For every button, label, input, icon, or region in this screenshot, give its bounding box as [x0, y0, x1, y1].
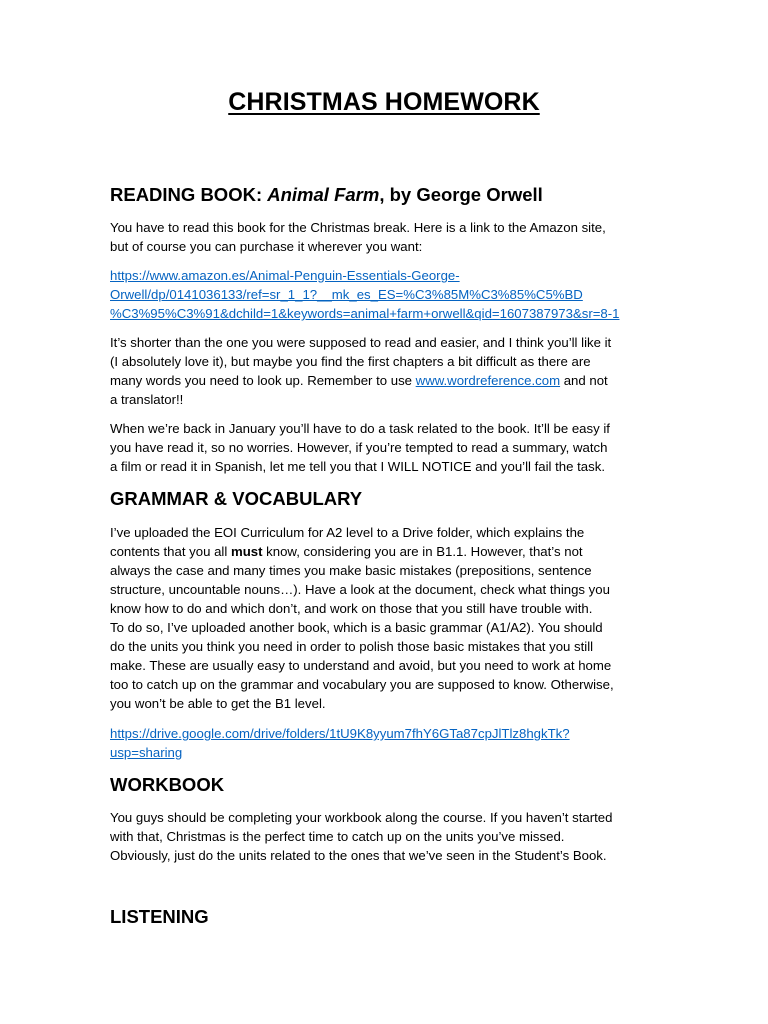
reading-heading	[110, 184, 543, 206]
paragraph-text: contents that you all	[110, 544, 231, 559]
reading-intro	[110, 218, 670, 256]
paragraph-text: many words you need to look up. Remember to use	[110, 373, 416, 388]
wordreference-link[interactable]: www.wordreference.com	[415, 373, 561, 388]
listening-heading: LISTENING	[110, 906, 209, 927]
paragraph-line: make. These are usually easy to understand and avoid, but you need to work at home	[110, 658, 612, 673]
reading-intro-line: but of course you can purchase it wherever you want:	[110, 239, 423, 254]
grammar-paragraph	[110, 523, 670, 713]
reading-heading-suffix: , by George Orwell	[379, 184, 543, 205]
amazon-link[interactable]	[110, 266, 670, 323]
drive-link-line[interactable]: https://drive.google.com/drive/folders/1tU9K8yyum7fhY6GTa87cpJlTlz8hgkTk?	[110, 726, 570, 741]
paragraph-line: you have read it, so no worries. However, if you’re tempted to read a summary, watch	[110, 440, 608, 455]
paragraph-line: When we’re back in January you’ll have to do a task related to the book. It’ll be easy if	[110, 421, 610, 436]
paragraph-line: To do so, I’ve uploaded another book, which is a basic grammar (A1/A2). You should	[110, 620, 603, 635]
grammar-heading: GRAMMAR & VOCABULARY	[110, 488, 363, 509]
paragraph-line: I’ve uploaded the EOI Curriculum for A2 level to a Drive folder, which explains the	[110, 525, 585, 540]
paragraph-line: structure, uncountable nouns…). Have a look at the document, check what things you	[110, 582, 610, 597]
paragraph-line	[110, 542, 670, 561]
paragraph-line: too to catch up on the grammar and vocabulary you are supposed to know. Otherwise,	[110, 677, 614, 692]
paragraph-line: You guys should be completing your workbook along the course. If you haven’t started	[110, 810, 613, 825]
emphasis-must: must	[230, 544, 263, 559]
drive-link[interactable]	[110, 724, 670, 762]
workbook-heading: WORKBOOK	[110, 774, 225, 795]
book-title: Animal Farm	[267, 184, 380, 205]
paragraph-line: Obviously, just do the units related to the ones that we’ve seen in the Student’s Book.	[110, 848, 607, 863]
reading-intro-line: You have to read this book for the Christmas break. Here is a link to the Amazon site,	[110, 220, 606, 235]
document-title: CHRISTMAS HOMEWORK	[228, 88, 540, 116]
drive-link-line[interactable]: usp=sharing	[110, 745, 183, 760]
reading-paragraph-3	[110, 419, 670, 476]
amazon-link-line[interactable]: %C3%95%C3%91&dchild=1&keywords=animal+farm+orwell&qid=1607387973&sr=8-1	[110, 306, 620, 321]
paragraph-text: know, considering you are in B1.1. However, that’s not	[262, 544, 583, 559]
amazon-link-line[interactable]: https://www.amazon.es/Animal-Penguin-Essentials-George-	[110, 268, 460, 283]
paragraph-line: It’s shorter than the one you were supposed to read and easier, and I think you’ll like it	[110, 335, 612, 350]
paragraph-line: always the case and many times you make basic mistakes (prepositions, sentence	[110, 563, 592, 578]
paragraph-line: know how to do and which don’t, and work on those that you still have trouble with.	[110, 601, 593, 616]
paragraph-line: (I absolutely love it), but maybe you find the first chapters a bit difficult as there are	[110, 354, 591, 369]
paragraph-line: a film or read it in Spanish, let me tell you that I WILL NOTICE and you’ll fail the task.	[110, 459, 605, 474]
amazon-link-line[interactable]: Orwell/dp/0141036133/ref=sr_1_1?__mk_es_ES=%C3%85M%C3%85%C5%BD	[110, 287, 583, 302]
paragraph-text: and not	[560, 373, 608, 388]
paragraph-line	[110, 371, 670, 390]
reading-heading-prefix: READING BOOK:	[110, 184, 268, 205]
paragraph-line: do the units you think you need in order to polish those basic mistakes that you still	[110, 639, 594, 654]
paragraph-line: with that, Christmas is the perfect time to catch up on the units you’ve missed.	[110, 829, 565, 844]
reading-paragraph-2	[110, 333, 670, 409]
workbook-paragraph	[110, 808, 670, 865]
paragraph-line: a translator!!	[110, 392, 184, 407]
paragraph-line: you won’t be able to get the B1 level.	[110, 696, 326, 711]
